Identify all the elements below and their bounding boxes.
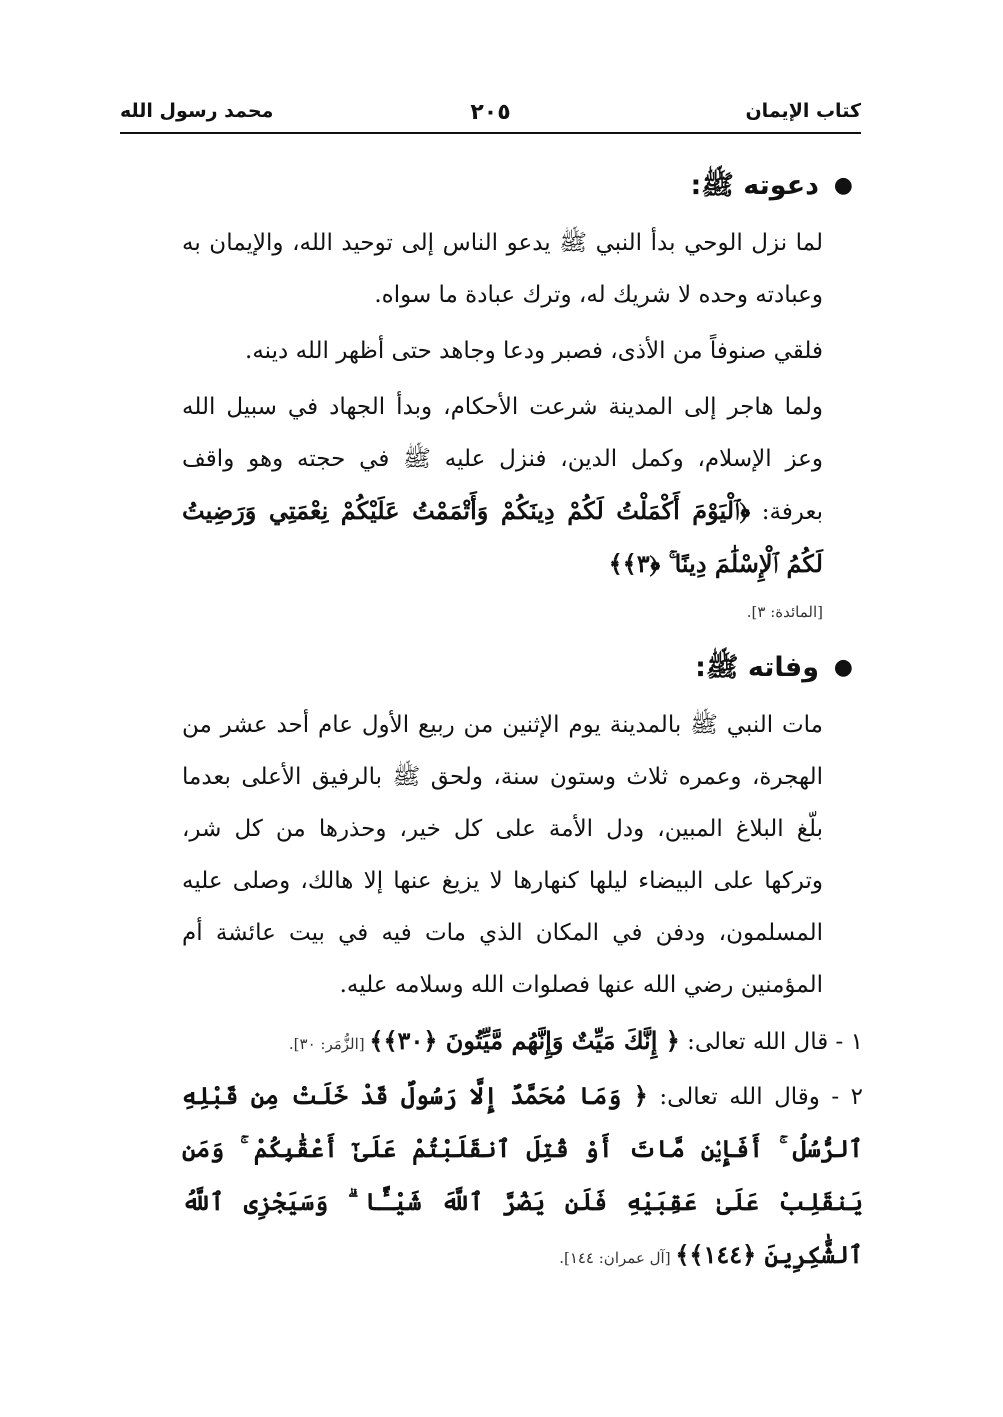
page-body	[182, 165, 863, 1284]
quran-verse: ﴿ إِنَّكَ مَيِّتٌ وَإِنَّهُم مَّيِّتُونَ ﴿٣٠﴾﴾	[369, 1026, 680, 1055]
numbered-item	[182, 1070, 863, 1284]
quran-verse: ﴿ٱلْيَوْمَ أَكْمَلْتُ لَكُمْ دِينَكُمْ وَأَتْمَمْتُ عَلَيْكُمْ نِعْمَتِي وَرَضِيتُ لَكُمُ ٱلْإِسْلَٰمَ دِينًا ۚ ﴿٣﴾﴾	[182, 496, 823, 578]
paragraph: لما نزل الوحي بدأ النبي ﷺ يدعو الناس إلى توحيد الله، والإيمان به وعبادته وحده لا شريك له، وترك عبادة ما سواه.	[182, 230, 823, 308]
running-header	[120, 100, 861, 130]
section-heading-text: وفاته ﷺ:	[695, 652, 819, 683]
bullet-icon: ●	[833, 173, 853, 198]
numbered-item	[182, 1015, 863, 1070]
bullet-icon: ●	[833, 655, 853, 680]
verse-citation: [آل عمران: ١٤٤].	[559, 1249, 676, 1267]
verse-citation: [الزُّمَر: ٣٠].	[288, 1035, 370, 1053]
paragraph: فلقي صنوفاً من الأذى، فصبر ودعا وجاهد حتى أظهر الله دينه.	[245, 338, 823, 364]
book-title: كتاب الإيمان	[745, 100, 861, 122]
paragraph-with-verse	[182, 381, 823, 591]
item-lead: ١ - قال الله تعالى:	[679, 1029, 863, 1055]
paragraph-text: ولما هاجر إلى المدينة شرعت الأحكام، وبدأ الجهاد في سبيل الله وعز الإسلام، وكمل الدين، فنزل عليه ﷺ في حجته وهو واقف بعرفة:	[182, 394, 823, 525]
chapter-title: محمد رسول الله	[120, 100, 274, 122]
item-lead: ٢ - وقال الله تعالى:	[647, 1084, 863, 1110]
page-number: ٢٠٥	[470, 100, 511, 125]
quran-verse: ﴿ وَمَا مُحَمَّدٌ إِلَّا رَسُولٌ قَدْ خَلَتْ مِن قَبْلِهِ ٱلرُّسُلُ ۚ أَفَإِي۟ن مَّاتَ أَوْ قُتِلَ ٱنقَلَبْتُمْ عَلَىٰٓ أَعْقَٰبِكُمْ ۚ وَمَن يَنقَلِبْ عَلَىٰ عَقِبَيْهِ فَلَن يَضُرَّ ٱللَّهَ شَيْـًٔا ۗ وَسَيَجْزِى ٱللَّهُ ٱلشَّٰكِرِينَ ﴿١٤٤﴾﴾	[182, 1081, 863, 1269]
paragraph: مات النبي ﷺ بالمدينة يوم الإثنين من ربيع الأول عام أحد عشر من الهجرة، وعمره ثلاث وستون سنة، ولحق ﷺ بالرفيق الأعلى بعدما بلّغ البلاغ المبين، ودل الأمة على كل خير، وحذرها من كل شر، وتركها على البيضاء ليلها كنهارها لا يزيغ عنها إلا هالك، وصلى عليه المسلمون، ودفن في المكان الذي مات فيه في بيت عائشة أم المؤمنين رضي الله عنها فصلوات الله وسلامه عليه.	[182, 712, 823, 998]
verse-citation: [المائدة: ٣].	[746, 603, 823, 621]
header-divider	[120, 132, 861, 134]
section-heading-dawah	[182, 165, 853, 207]
section-heading-text: دعوته ﷺ:	[690, 170, 819, 201]
section-heading-death	[182, 647, 853, 689]
